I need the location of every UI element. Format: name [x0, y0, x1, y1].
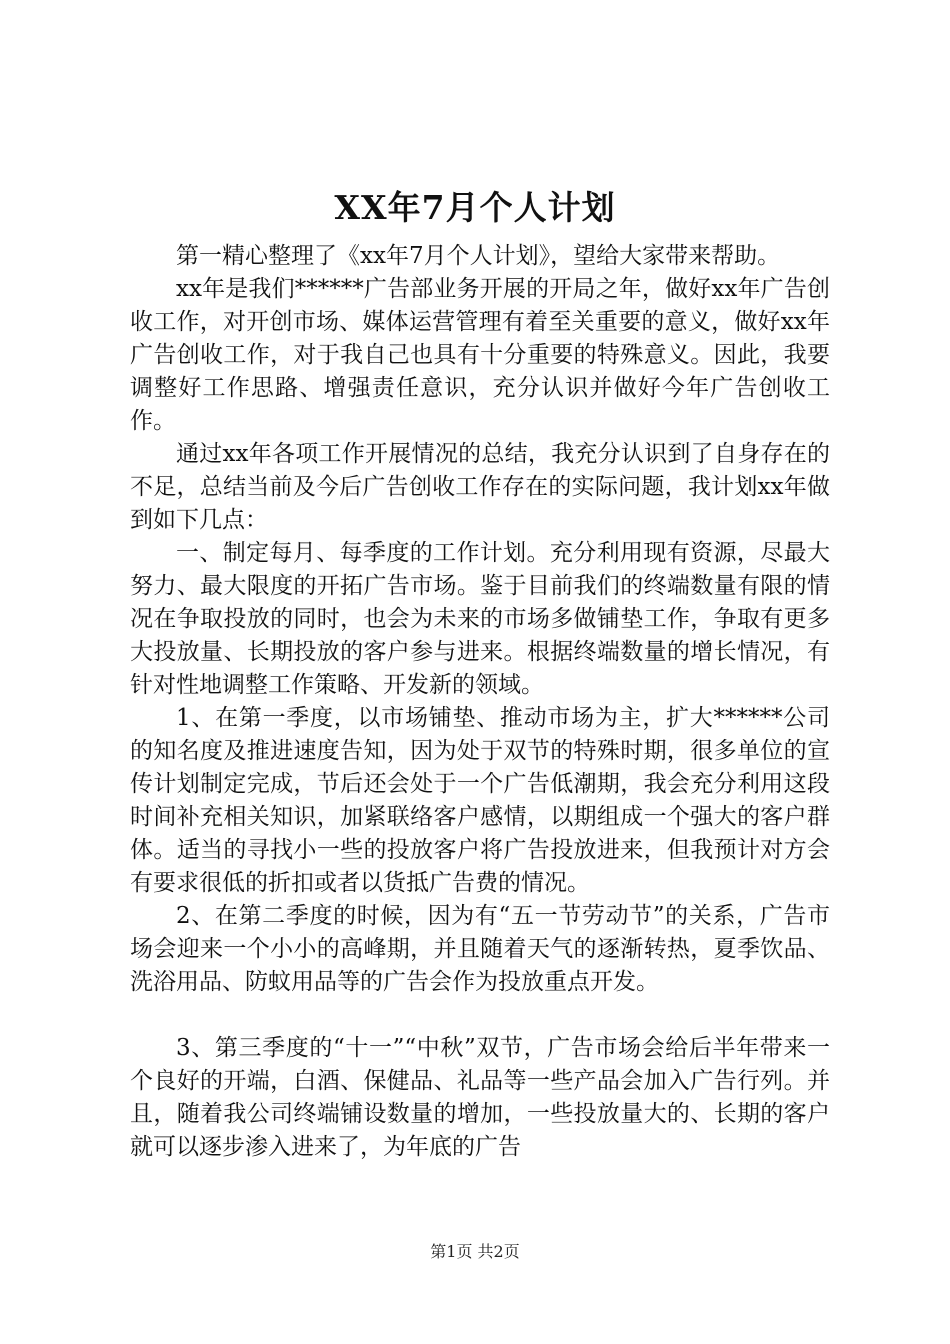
paragraph-background: xx年是我们******广告部业务开展的开局之年，做好xx年广告创收工作，对开创市场、媒体运营管理有着至关重要的意义，做好xx年广告创收工作，对于我自己也具有十分重要的特殊意义。因此，我要调整好工作思路、增强责任意识，充分认识并做好今年广告创收工作。 — [130, 276, 830, 434]
document-body — [130, 240, 830, 1164]
paragraph-plan-1: 一、制定每月、每季度的工作计划。充分利用现有资源，尽最大努力、最大限度的开拓广告市场。鉴于目前我们的终端数量有限的情况在争取投放的同时，也会为未来的市场多做铺垫工作，争取有更多大投放量、长期投放的客户参与进来。根据终端数量的增长情况，有针对性地调整工作策略、开发新的领域。 — [130, 540, 830, 698]
document-title: XX年7月个人计划 — [334, 188, 616, 227]
paragraph-q3: 3、第三季度的“十一”“中秋”双节，广告市场会给后半年带来一个良好的开端，白酒、保健品、礼品等一些产品会加入广告行列。并且，随着我公司终端铺设数量的增加，一些投放量大的、长期的客户就可以逐步渗入进来了，为年底的广告 — [130, 1035, 830, 1160]
paragraph-q2: 2、在第二季度的时候，因为有“五一节劳动节”的关系，广告市场会迎来一个小小的高峰期，并且随着天气的逐渐转热，夏季饮品、洗浴用品、防蚊用品等的广告会作为投放重点开发。 — [130, 903, 830, 995]
paragraph-summary: 通过xx年各项工作开展情况的总结，我充分认识到了自身存在的不足，总结当前及今后广告创收工作存在的实际问题，我计划xx年做到如下几点： — [130, 441, 830, 533]
page-footer: 第1页 共2页 — [430, 1242, 520, 1261]
paragraph-intro: 第一精心整理了《xx年7月个人计划》，望给大家带来帮助。 — [176, 243, 781, 269]
paragraph-gap — [130, 999, 830, 1032]
paragraph-q1: 1、在第一季度，以市场铺垫、推动市场为主，扩大******公司的知名度及推进速度告知，因为处于双节的特殊时期，很多单位的宣传计划制定完成，节后还会处于一个广告低潮期，我会充分利用这段时间补充相关知识，加紧联络客户感情，以期组成一个强大的客户群体。适当的寻找小一些的投放客户将广告投放进来，但我预计对方会有要求很低的折扣或者以货抵广告费的情况。 — [130, 705, 830, 896]
